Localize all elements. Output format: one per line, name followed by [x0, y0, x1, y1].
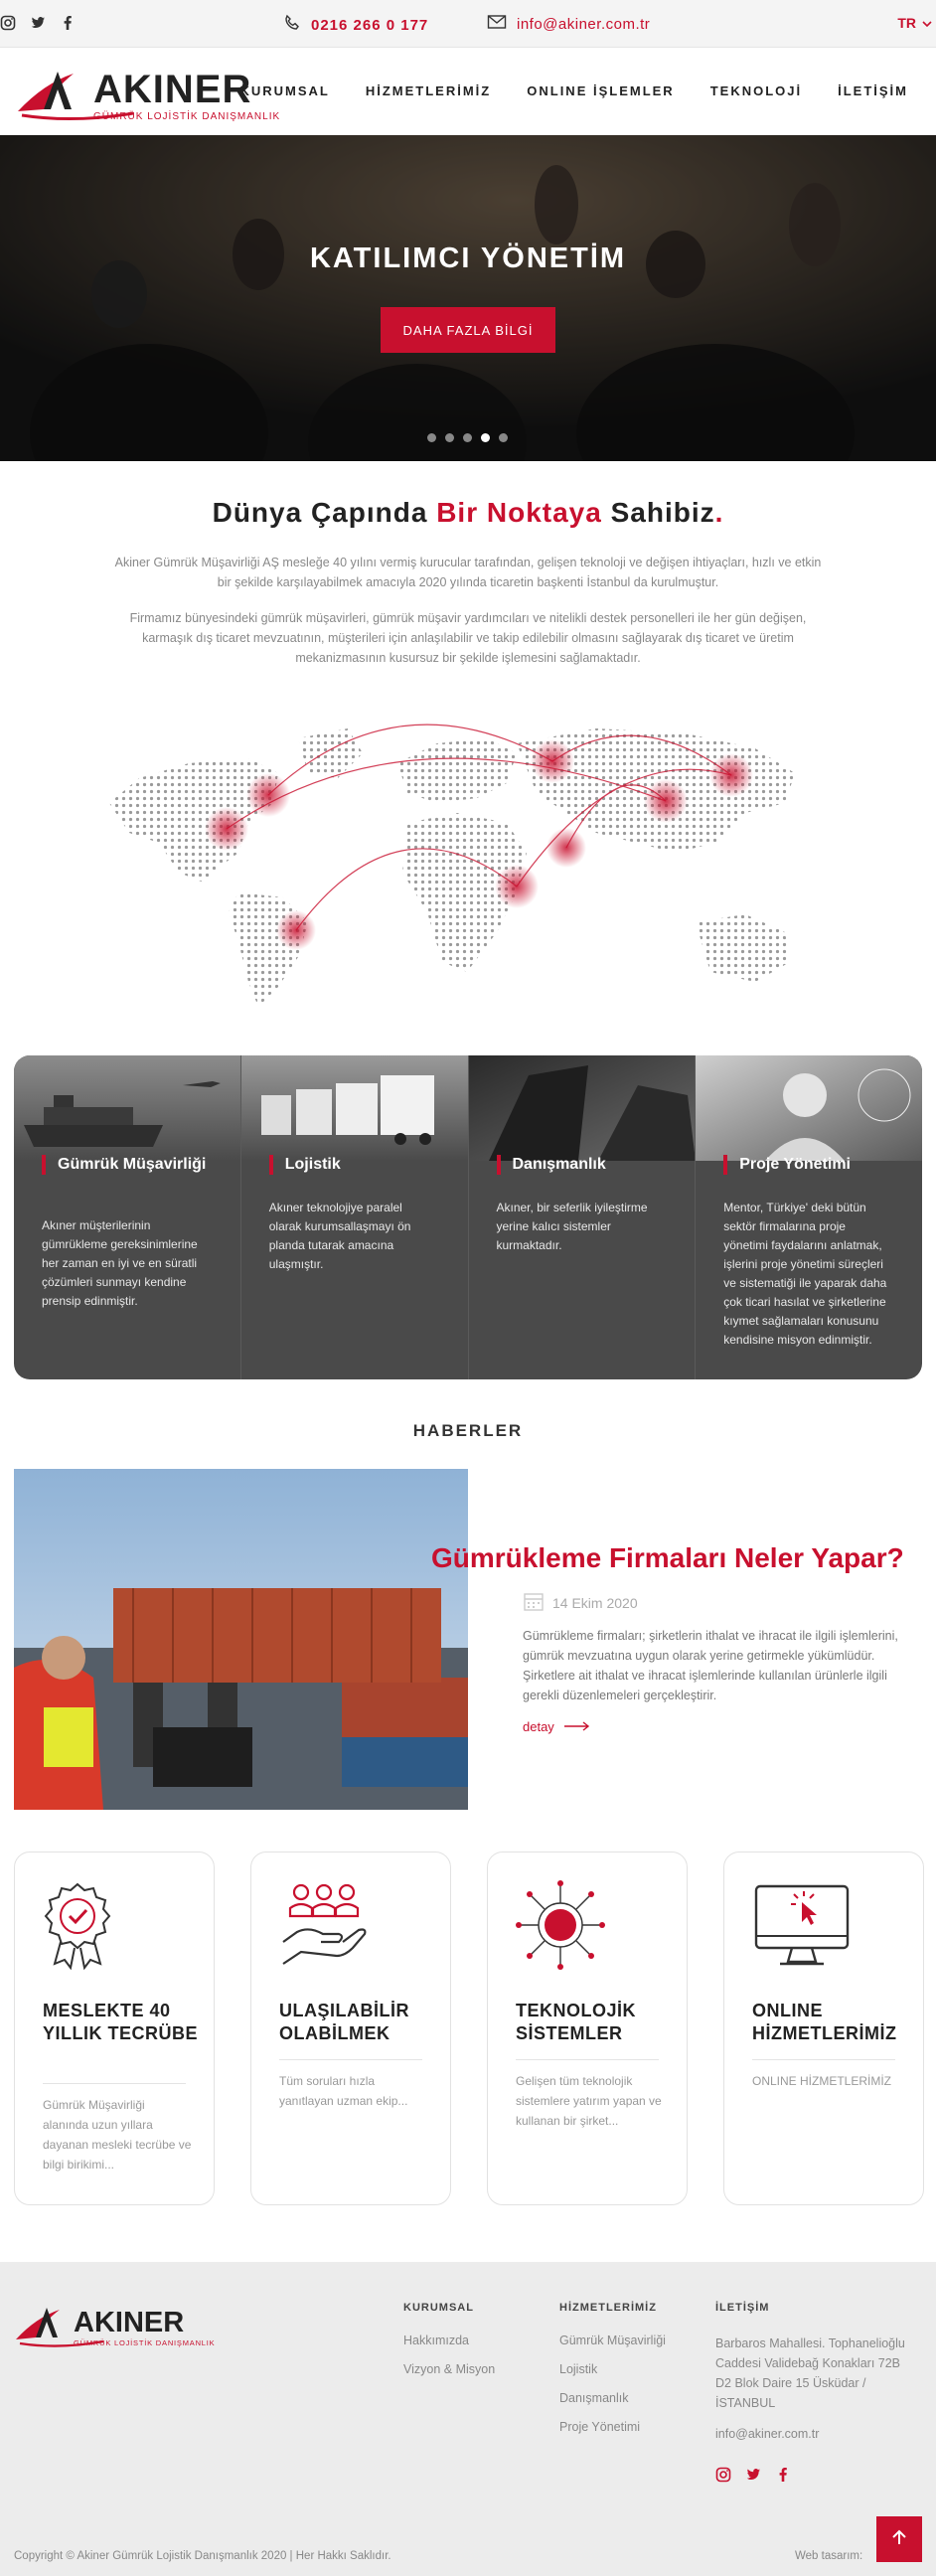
feature-card-reachable[interactable]	[250, 1852, 451, 2205]
arrow-right-icon	[564, 1719, 590, 1734]
footer-heading: KURUMSAL	[403, 2302, 474, 2314]
news-more-link[interactable]	[523, 1719, 590, 1734]
about-title-highlight: Bir Noktaya	[436, 497, 602, 528]
instagram-icon[interactable]	[715, 2467, 731, 2488]
slider-dot[interactable]	[463, 433, 472, 442]
feature-divider	[516, 2059, 659, 2060]
consulting-image	[469, 1055, 696, 1161]
nav-item-hizmetlerimiz[interactable]: HİZMETLERİMİZ	[365, 83, 492, 98]
slider-dot[interactable]	[445, 433, 454, 442]
twitter-icon[interactable]	[30, 15, 46, 31]
project-management-image	[696, 1055, 922, 1161]
ship-plane-image	[14, 1055, 240, 1161]
about-title-part1: Dünya Çapında	[212, 497, 437, 528]
about-title-part2: Sahibiz	[601, 497, 715, 528]
footer-col-iletisim	[715, 2302, 914, 2456]
service-title: Lojistik	[269, 1155, 438, 1175]
container-forklift-image	[14, 1469, 468, 1810]
feature-title: TEKNOLOJİK SİSTEMLER	[516, 2001, 637, 2043]
email-contact[interactable]	[487, 14, 650, 35]
nav-item-teknoloji[interactable]: TEKNOLOJİ	[709, 83, 803, 98]
footer-link-lojistik[interactable]: Lojistik	[559, 2362, 598, 2376]
footer-col-hizmetlerimiz	[559, 2302, 666, 2449]
back-to-top-button[interactable]	[876, 2516, 922, 2562]
award-badge-icon	[43, 1880, 112, 1970]
feature-divider	[752, 2059, 895, 2060]
news-date-text: 14 Ekim 2020	[552, 1594, 638, 1611]
news-date	[523, 1590, 638, 1615]
news-more-label: detay	[523, 1719, 554, 1734]
feature-card-technology[interactable]	[487, 1852, 688, 2205]
team-hand-icon	[279, 1880, 369, 1970]
feature-title: ULAŞILABİLİR OLABİLMEK	[279, 2001, 409, 2043]
chevron-down-icon	[922, 15, 932, 31]
feature-divider	[279, 2059, 422, 2060]
service-title: Gümrük Müşavirliği	[42, 1155, 211, 1175]
svg-text:GÜMRÜK LOJİSTİK DANIŞMANLIK: GÜMRÜK LOJİSTİK DANIŞMANLIK	[93, 111, 281, 122]
service-desc: Akıner müşterilerinin gümrükleme gereksinimlerine her zaman en iyi ve en süratli çözümleri sunmayı kendine prensip edinmiştir.	[42, 1218, 198, 1308]
slider-dot[interactable]	[427, 433, 436, 442]
footer-logo[interactable]	[14, 2302, 223, 2349]
news-image[interactable]	[14, 1469, 468, 1810]
world-map-illustration	[99, 684, 837, 1012]
tech-network-icon	[516, 1880, 605, 1970]
language-label: TR	[897, 15, 916, 31]
footer-link-vizyon-misyon[interactable]: Vizyon & Misyon	[403, 2362, 496, 2376]
social-links	[0, 15, 76, 31]
svg-text:AKINER: AKINER	[93, 68, 252, 111]
language-selector[interactable]	[897, 15, 932, 31]
copyright-text: Copyright © Akiner Gümrük Lojistik Danışmanlık 2020 | Her Hakkı Saklıdır.	[14, 2550, 391, 2562]
footer-heading: İLETİŞİM	[715, 2302, 770, 2314]
svg-text:GÜMRÜK LOJİSTİK DANIŞMANLIK: GÜMRÜK LOJİSTİK DANIŞMANLIK	[74, 2338, 216, 2347]
footer-link-hakkimizda[interactable]: Hakkımızda	[403, 2334, 469, 2347]
web-design-credit: Web tasarım:	[795, 2550, 863, 2562]
about-paragraph-1: Akiner Gümrük Müşavirliği AŞ mesleğe 40 yılını vermiş kurucular tarafından, gelişen teknoloji ve değişen ihtiyaçları, hızlı ve etkin bir şekilde karşılayabilmek amacıyla 2020 yılında ticaretin başkenti İstanbul da kurulmuştur.	[114, 556, 822, 589]
service-card-danismanlik[interactable]	[469, 1055, 697, 1379]
footer-address: Barbaros Mahallesi. Tophanelioğlu Caddesi Validebağ Konakları 72B D2 Blok Daire 15 Üsküdar / İSTANBUL	[715, 2336, 905, 2410]
facebook-icon[interactable]	[775, 2467, 791, 2488]
hero-slider	[0, 135, 936, 461]
feature-title: MESLEKTE 40 YILLIK TECRÜBE	[43, 2001, 199, 2043]
footer-link-danismanlik[interactable]: Danışmanlık	[559, 2391, 629, 2405]
feature-desc: Gümrük Müşavirliği alanında uzun yıllara dayanan mesleki tecrübe ve bilgi birikimi...	[43, 2098, 192, 2172]
feature-desc: Gelişen tüm teknolojik sistemlere yatırım yapan ve kullanan bir şirket...	[516, 2074, 662, 2128]
top-bar	[0, 0, 936, 48]
service-card-lojistik[interactable]	[241, 1055, 469, 1379]
phone-icon	[283, 14, 301, 37]
feature-card-online[interactable]	[723, 1852, 924, 2205]
slider-dots	[427, 433, 508, 442]
service-desc: Akıner teknolojiye paralel olarak kurumsallaşmayı ön planda tutarak amacına ulaşmıştır.	[268, 1201, 411, 1271]
footer-col-kurumsal	[403, 2302, 495, 2391]
phone-number[interactable]: 0216 266 0 177	[311, 17, 429, 34]
nav-item-iletisim[interactable]: İLETİŞİM	[838, 83, 908, 98]
feature-card-experience[interactable]	[14, 1852, 215, 2205]
hero-more-info-button[interactable]: DAHA FAZLA BİLGİ	[381, 307, 555, 353]
hero-background-image	[0, 135, 936, 461]
monitor-click-icon	[752, 1880, 852, 1970]
arrow-up-icon	[890, 2528, 908, 2551]
twitter-icon[interactable]	[745, 2467, 761, 2488]
svg-text:AKINER: AKINER	[74, 2307, 185, 2338]
service-card-gumruk[interactable]	[14, 1055, 241, 1379]
feature-divider	[43, 2083, 186, 2084]
news-heading: HABERLER	[412, 1421, 524, 1440]
hero-title: KATILIMCI YÖNETİM	[309, 242, 627, 274]
footer-social-links	[715, 2467, 791, 2488]
about-title-dot: .	[714, 497, 724, 528]
nav-item-online-islemler[interactable]: ONLINE İŞLEMLER	[527, 83, 675, 98]
header	[0, 48, 936, 135]
nav-item-kurumsal[interactable]: KURUMSAL	[239, 83, 330, 98]
akiner-logo-icon	[14, 2302, 223, 2349]
footer-email[interactable]: info@akiner.com.tr	[715, 2427, 820, 2441]
news-title[interactable]: Gümrükleme Firmaları Neler Yapar?	[431, 1542, 904, 1573]
feature-desc: ONLINE HİZMETLERİMİZ	[752, 2074, 892, 2088]
service-title: Danışmanlık	[497, 1155, 666, 1175]
service-title: Proje Yönetimi	[723, 1155, 892, 1175]
main-nav	[239, 83, 908, 98]
footer-link-gumruk[interactable]: Gümrük Müşavirliği	[559, 2334, 666, 2347]
service-desc: Akıner, bir seferlik iyileştirme yerine kalıcı sistemler kurmaktadır.	[496, 1201, 648, 1252]
trucks-image	[241, 1055, 468, 1161]
news-text: Gümrükleme firmaları; şirketlerin ithalat ve ihracat ile ilgili işlemlerini, gümrük mevzuatına uygun olarak yerine getirmekle yükümlüdür. Şirketlere ait ithalat ve ihracat işlemlerinde kullanılan ürünlerle ilgili gerekli düzenlemeleri gerçekleştirir.	[523, 1629, 898, 1702]
footer-heading: HİZMETLERİMİZ	[559, 2302, 657, 2314]
feature-desc: Tüm soruları hızla yanıtlayan uzman ekip...	[279, 2074, 408, 2108]
phone-contact[interactable]	[283, 14, 428, 37]
about-title	[0, 497, 936, 529]
services-strip	[14, 1055, 922, 1379]
about-paragraph-2: Firmamız bünyesindeki gümrük müşavirleri, gümrük müşavir yardımcıları ve nitelikli destek personelleri ile her gün değişen, karmaşık dış ticaret mevzuatının, müşterileri için anlaşılabilir ve takip edilebilir olmasını sağlayarak dış ticaret ve üretim mekanizmasının kusursuz bir şekilde işlemesini sağlamaktadır.	[129, 611, 807, 665]
email-address[interactable]: info@akiner.com.tr	[517, 16, 651, 33]
slider-dot-active[interactable]	[481, 433, 490, 442]
calendar-icon	[523, 1590, 545, 1615]
feature-title: ONLINE HİZMETLERİMİZ	[752, 2001, 897, 2043]
mail-icon	[487, 14, 507, 35]
facebook-icon[interactable]	[60, 15, 76, 31]
instagram-icon[interactable]	[0, 15, 16, 31]
slider-dot[interactable]	[499, 433, 508, 442]
service-card-proje-yonetimi[interactable]	[696, 1055, 922, 1379]
service-desc: Mentor, Türkiye' deki bütün sektör firmalarına proje yönetimi faydalarını anlatmak, işlerini proje yönetimi süreçleri ve sistematiği ile yaparak daha çok ticari hasılat ve şirketlerine kıymet sağlamaları konusunu kendisine misyon edinmiştir.	[723, 1201, 887, 1347]
footer-link-proje-yonetimi[interactable]: Proje Yönetimi	[559, 2420, 641, 2434]
footer	[0, 2262, 936, 2576]
